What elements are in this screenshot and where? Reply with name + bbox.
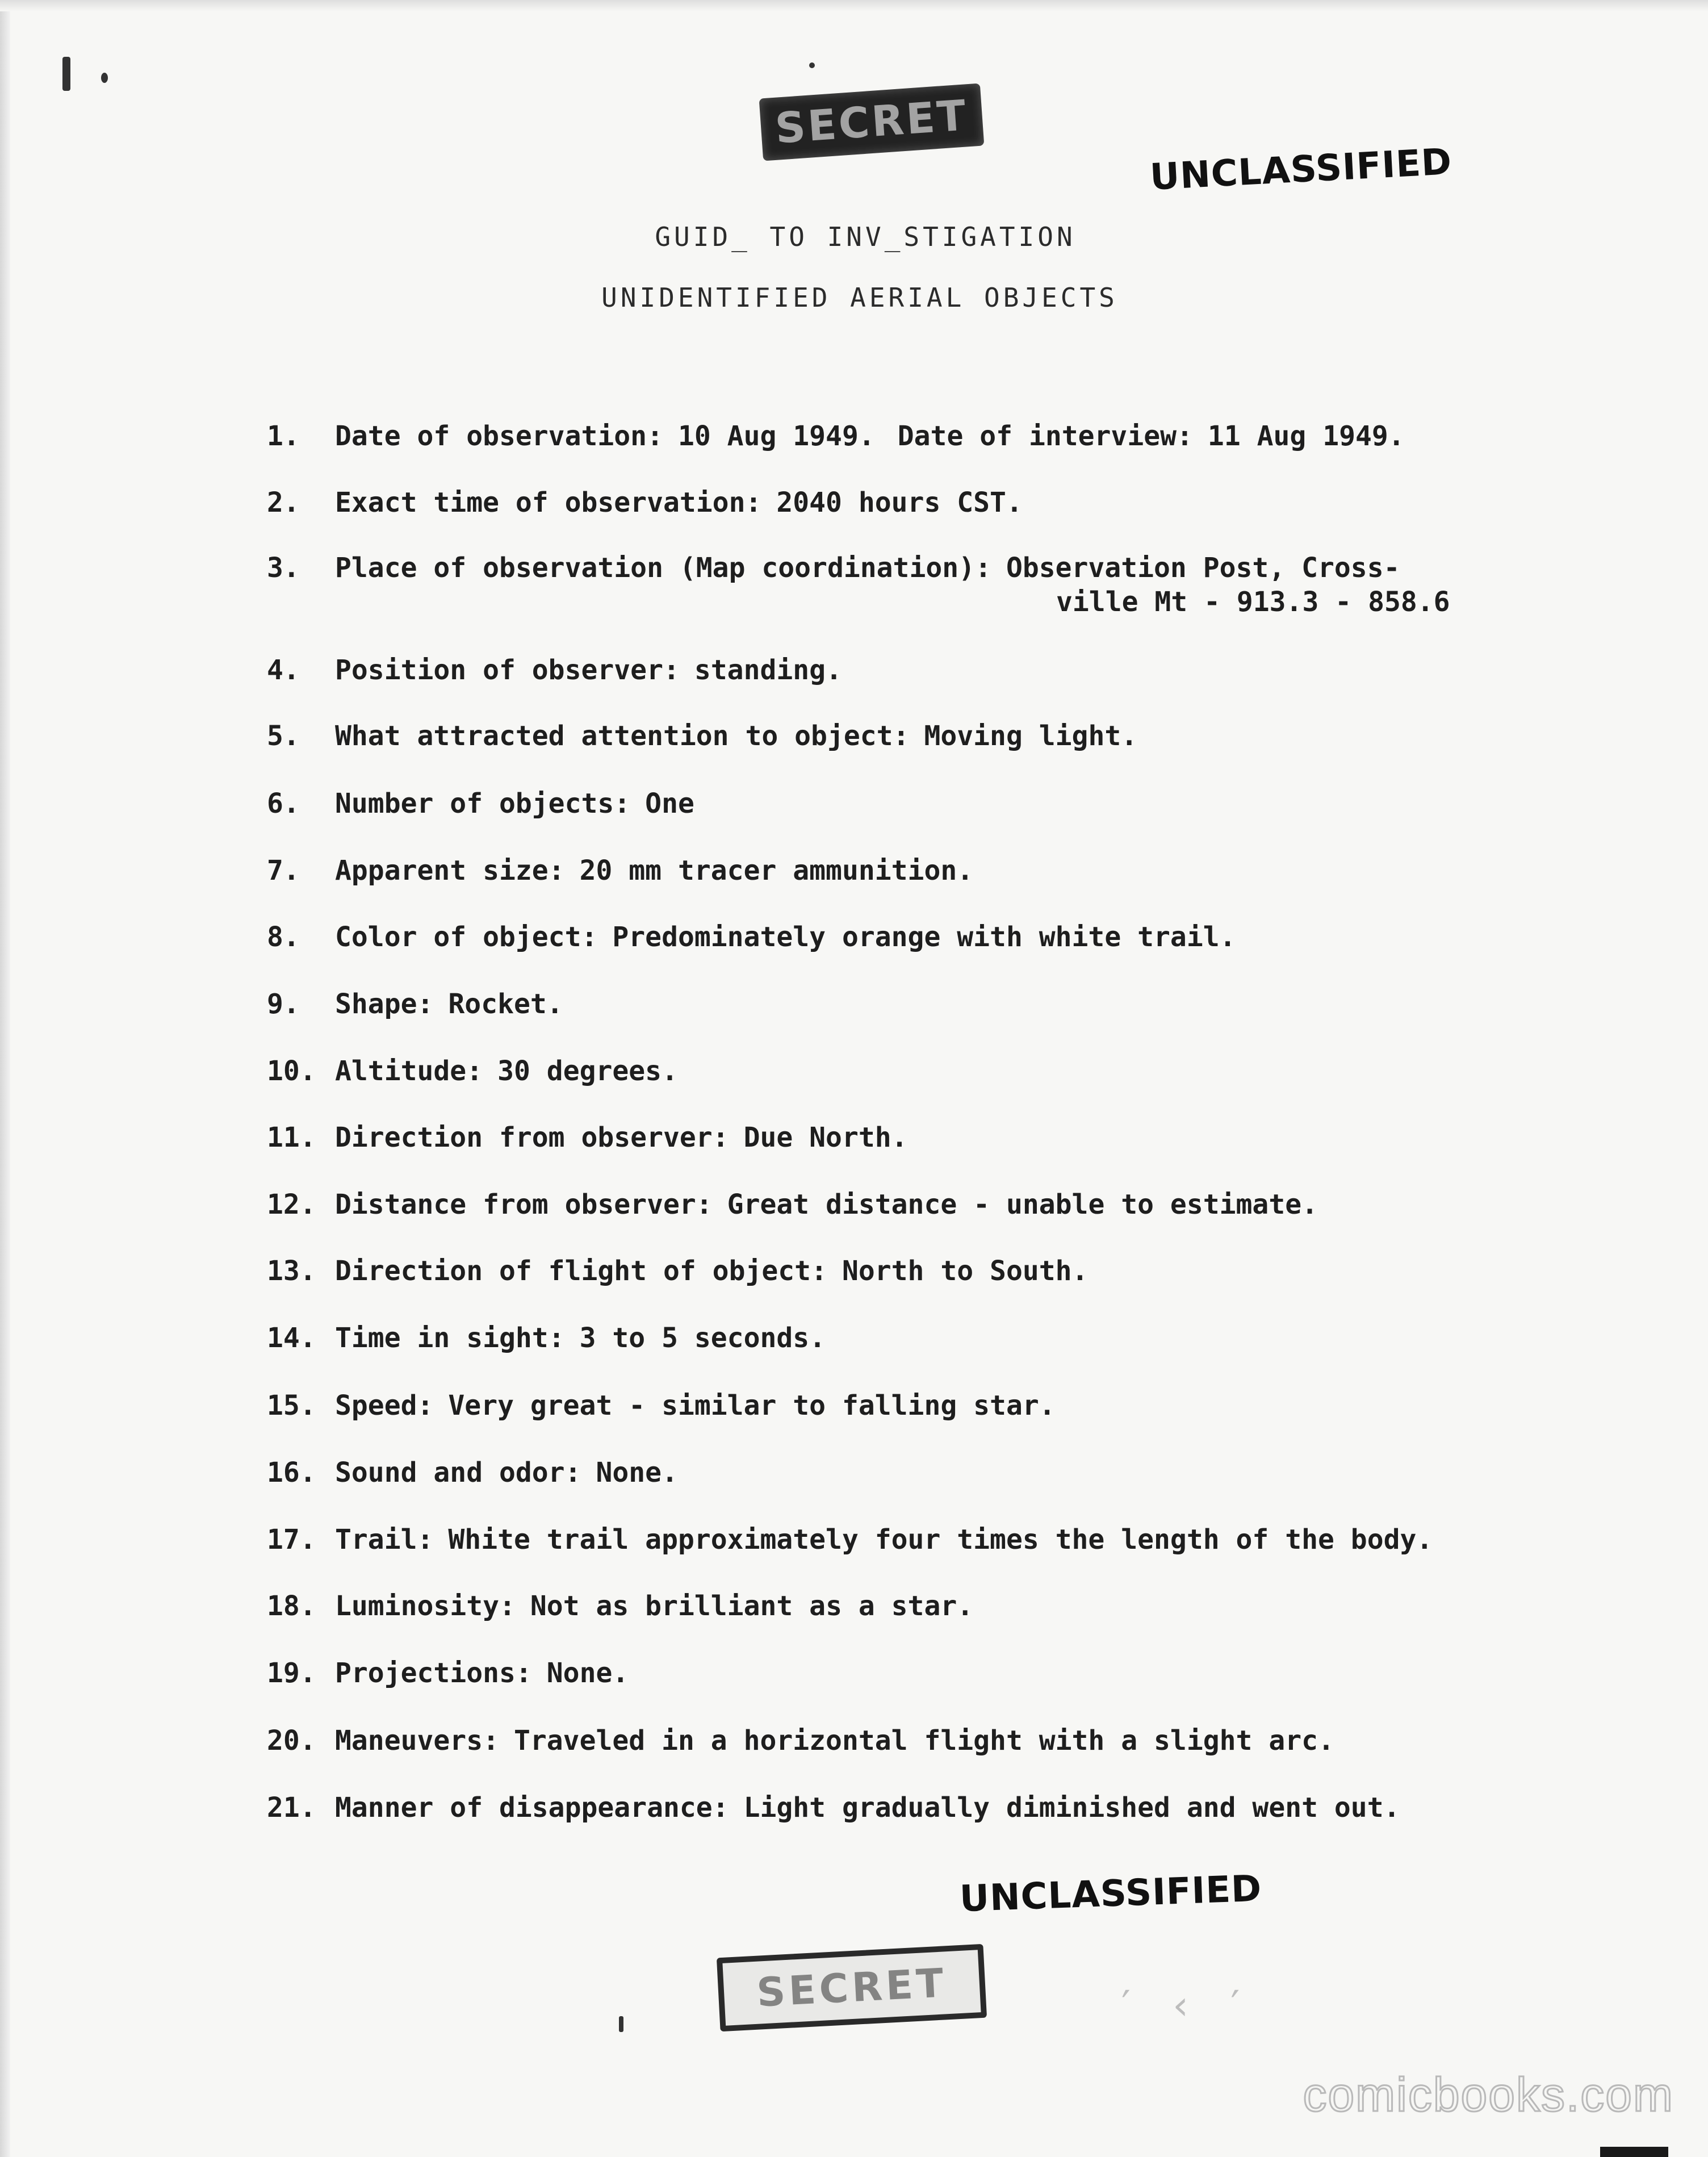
item-label: Date of observation:	[335, 420, 663, 452]
item-number: 16.	[267, 1457, 316, 1489]
item-label: Number of objects:	[335, 788, 631, 820]
item-label: Color of object:	[335, 921, 598, 953]
item-value: Very great - similar to falling star.	[448, 1390, 1056, 1422]
list-item	[267, 1457, 678, 1489]
item-value: Due North.	[743, 1122, 908, 1153]
item-value: standing.	[694, 654, 842, 686]
item-value: 10 Aug 1949.	[677, 420, 875, 452]
item-label: Manner of disappearance:	[335, 1792, 729, 1824]
watermark: comicbooks.com	[1303, 2068, 1674, 2121]
list-item	[267, 988, 563, 1020]
item-label: Apparent size:	[335, 855, 565, 887]
item-value: 2040 hours CST.	[776, 487, 1023, 519]
item-value: Predominately orange with white trail.	[612, 921, 1236, 953]
scan-speck	[101, 73, 108, 83]
faint-handwriting-mark: ′ ‹ ′	[1121, 1982, 1255, 2029]
list-item	[267, 1524, 1433, 1556]
item-value-secondary: 11 Aug 1949.	[1207, 420, 1405, 452]
scan-speck	[619, 2016, 623, 2032]
secret-stamp-text: SECRET	[773, 91, 970, 153]
item-number: 10.	[267, 1055, 316, 1087]
list-item	[267, 720, 1137, 752]
item-value: None.	[596, 1457, 678, 1489]
secret-stamp-bottom	[717, 1944, 987, 2031]
item-value-continuation: ville Mt - 913.3 - 858.6	[1056, 586, 1450, 618]
item-label: Distance from observer:	[335, 1189, 713, 1220]
scan-border	[1600, 2147, 1668, 2157]
item-label: What attracted attention to object:	[335, 720, 910, 752]
item-value: Great distance - unable to estimate.	[727, 1189, 1318, 1220]
item-number: 3.	[267, 552, 300, 584]
item-label: Time in sight:	[335, 1322, 565, 1354]
item-value: 3 to 5 seconds.	[579, 1322, 826, 1354]
list-item	[267, 855, 973, 887]
scan-speck	[809, 62, 815, 68]
item-number: 9.	[267, 988, 300, 1020]
item-value: North to South.	[842, 1255, 1089, 1287]
secret-stamp-top	[759, 83, 985, 161]
item-label: Projections:	[335, 1657, 532, 1689]
item-label: Sound and odor:	[335, 1457, 581, 1489]
list-item	[267, 921, 1236, 953]
item-number: 13.	[267, 1255, 316, 1287]
document-title: GUID_ TO INV_STIGATION	[655, 221, 1076, 252]
list-item	[267, 1725, 1334, 1757]
list-item	[267, 552, 1400, 584]
item-label: Shape:	[335, 988, 434, 1020]
item-number: 8.	[267, 921, 300, 953]
item-number: 5.	[267, 720, 300, 752]
item-value: Traveled in a horizontal flight with a slight arc.	[513, 1725, 1334, 1757]
list-item	[267, 1390, 1056, 1422]
item-number: 20.	[267, 1725, 316, 1757]
item-number: 2.	[267, 487, 300, 519]
item-label: Altitude:	[335, 1055, 483, 1087]
list-item	[267, 1055, 678, 1087]
unclassified-stamp-bottom: UNCLASSIFIED	[958, 1867, 1263, 1921]
item-label: Maneuvers:	[335, 1725, 499, 1757]
list-item	[267, 1122, 908, 1153]
list-item	[267, 788, 694, 820]
item-value: Light gradually diminished and went out.	[743, 1792, 1400, 1824]
item-value: 20 mm tracer ammunition.	[579, 855, 974, 887]
item-value: Observation Post, Cross-	[1006, 552, 1400, 584]
item-number: 11.	[267, 1122, 316, 1153]
item-label: Place of observation (Map coordination):	[335, 552, 991, 584]
item-value: One	[645, 788, 694, 820]
item-value: Not as brilliant as a star.	[530, 1590, 974, 1622]
secret-stamp-text: SECRET	[755, 1959, 948, 2016]
item-number: 14.	[267, 1322, 316, 1354]
list-item	[267, 654, 842, 686]
unclassified-stamp-top: UNCLASSIFIED	[1149, 141, 1453, 199]
item-number: 17.	[267, 1524, 316, 1556]
item-label: Position of observer:	[335, 654, 680, 686]
item-number: 12.	[267, 1189, 316, 1220]
list-item	[267, 1255, 1088, 1287]
item-number: 15.	[267, 1390, 316, 1422]
list-item	[267, 420, 1405, 452]
item-number: 21.	[267, 1792, 316, 1824]
item-number: 18.	[267, 1590, 316, 1622]
list-item	[267, 487, 1023, 519]
list-item	[267, 1189, 1318, 1220]
item-number: 7.	[267, 855, 300, 887]
document-subtitle: UNIDENTIFIED AERIAL OBJECTS	[601, 282, 1118, 313]
list-item	[267, 1792, 1400, 1824]
list-item	[267, 1657, 629, 1689]
item-label: Luminosity:	[335, 1590, 516, 1622]
item-value: 30 degrees.	[497, 1055, 678, 1087]
item-label: Direction from observer:	[335, 1122, 729, 1153]
item-label-secondary: Date of interview:	[897, 420, 1193, 452]
item-value: Moving light.	[924, 720, 1138, 752]
item-number: 1.	[267, 420, 300, 452]
scan-speck	[62, 57, 70, 91]
item-label: Exact time of observation:	[335, 487, 762, 519]
item-number: 4.	[267, 654, 300, 686]
item-number: 19.	[267, 1657, 316, 1689]
item-value: White trail approximately four times the length of the body.	[448, 1524, 1433, 1556]
scan-border	[0, 0, 1708, 11]
scan-border	[0, 0, 10, 2157]
list-item	[267, 1322, 826, 1354]
item-label: Speed:	[335, 1390, 434, 1422]
item-value: None.	[546, 1657, 629, 1689]
item-label: Direction of flight of object:	[335, 1255, 827, 1287]
item-value: Rocket.	[448, 988, 563, 1020]
list-item	[267, 1590, 973, 1622]
item-number: 6.	[267, 788, 300, 820]
item-label: Trail:	[335, 1524, 434, 1556]
